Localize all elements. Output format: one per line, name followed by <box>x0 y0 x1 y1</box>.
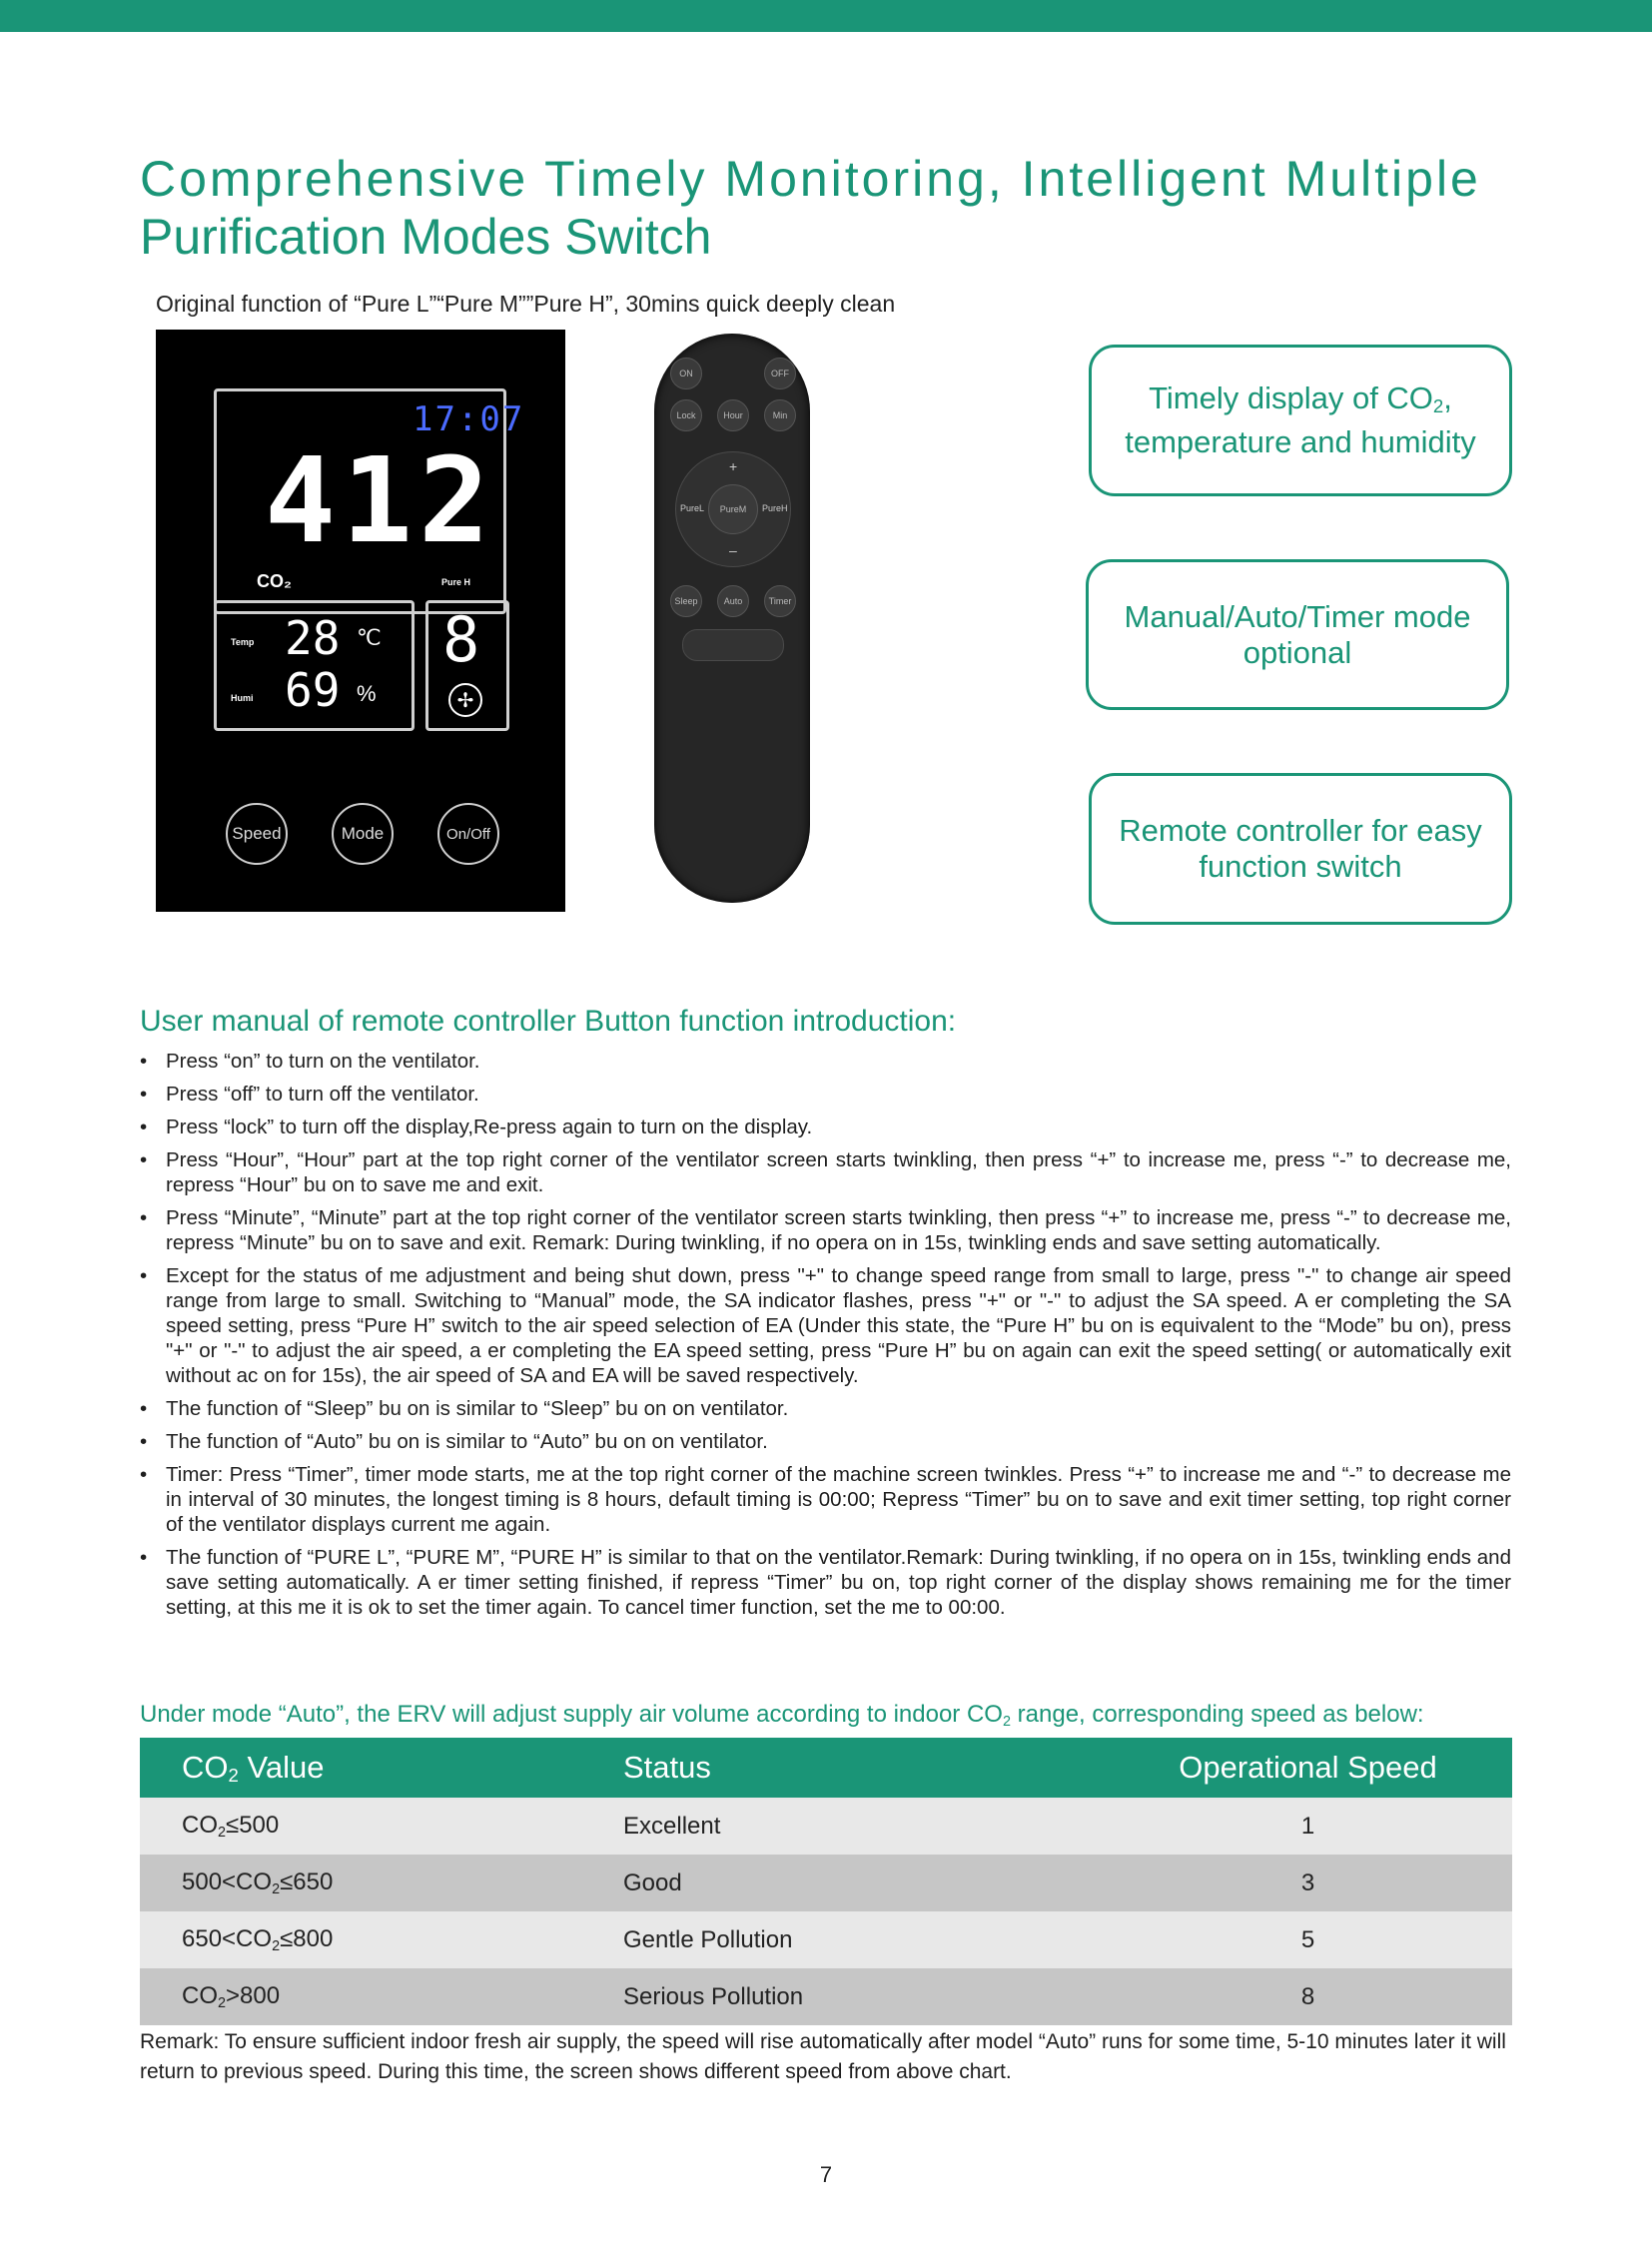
col-header-status: Status <box>622 1738 1104 1798</box>
manual-item: • Press “Minute”, “Minute” part at the top right corner of the ventilator screen starts twinkling, then press “+” to increase me, press “-” to decrease me, repress “Minute” bu on to save and exit. Remark: During twinkling, if no opera on in 15s, twinkling ends and save setting automatically. <box>140 1205 1511 1255</box>
cell-status: Excellent <box>622 1798 1104 1855</box>
co2-readout: 412 <box>265 431 496 569</box>
table-row <box>140 1911 1512 1968</box>
remote-lock-button[interactable]: Lock <box>670 399 702 431</box>
cell-status: Good <box>622 1855 1104 1911</box>
manual-item: • Press “Hour”, “Hour” part at the top right corner of the ventilator screen starts twinkling, then press “+” to increase me, press “-” to decrease me, repress “Hour” bu on to save me and exit. <box>140 1147 1511 1197</box>
table-intro: Under mode “Auto”, the ERV will adjust supply air volume according to indoor $CO_2$ range, corresponding speed as below: <box>140 1701 1424 1730</box>
remote-on-button[interactable]: ON <box>670 358 702 389</box>
remote-timer-button[interactable]: Timer <box>764 585 796 617</box>
page-title <box>140 150 1538 266</box>
cell-co2: $CO_2>800$ <box>140 1968 622 2025</box>
remote-controller <box>654 334 810 903</box>
table-row <box>140 1798 1512 1855</box>
remote-purem-button[interactable]: PureM <box>708 484 758 534</box>
fan-icon: ✢ <box>448 683 482 717</box>
remote-hour-button[interactable]: Hour <box>717 399 749 431</box>
co2-display-box <box>214 388 525 614</box>
callout-display-line-2: temperature and humidity <box>1125 424 1476 459</box>
humi-label: Humi <box>231 693 254 703</box>
manual-item: • Press “off” to turn off the ventilator. <box>140 1082 1511 1107</box>
page-title-line-1: Comprehensive Timely Monitoring, Intelligent Multiple <box>140 151 1481 207</box>
device-display-panel <box>156 330 565 912</box>
manual-item: • Press “on” to turn on the ventilator. <box>140 1049 1511 1074</box>
speed-readout: 8 <box>442 603 480 676</box>
co2-label: CO₂ <box>257 571 292 591</box>
callout-display-line-1: Timely display of $CO_2$, <box>1149 380 1452 416</box>
manual-item: • The function of “Auto” bu on is similar to “Auto” bu on on ventilator. <box>140 1429 1511 1454</box>
callout-modes-line-1: Manual/Auto/Timer mode <box>1124 598 1471 634</box>
remote-purel-button[interactable]: PureL <box>680 503 705 513</box>
table-header-row <box>140 1738 1512 1798</box>
remote-pureh-button[interactable]: PureH <box>762 503 788 513</box>
manual-item: • Except for the status of me adjustment and being shut down, press "+" to change speed range from small to large, press "-" to change air speed range from large to small. Switching to “Manual” mode, the SA indicator flashes, press "+" or "-" to adjust the SA speed. A er completing the SA speed setting, press “Pure H” switch to the air speed selection of EA (Under this state, the “Pure H” bu on is equivalent to the “Mode” bu on), press "+" or "-" to adjust the air speed, a er completing the EA speed setting, press “Pure H” bu on again can exit the speed setting( or automatically exit without ac on for 15s), the air speed of SA and EA will be saved respectively. <box>140 1263 1511 1388</box>
temp-label: Temp <box>231 637 255 647</box>
remote-minus-button[interactable]: – <box>729 542 737 558</box>
manual-item: • Timer: Press “Timer”, timer mode starts, me at the top right corner of the machine screen twinkles. Press “+” to increase me and “-” to decrease me in interval of 30 minutes, the longest timing is 8 hours, default timing is 00:00; Repress “Timer” bu on to save and exit timer setting, top right corner of the ventilator displays current me again. <box>140 1462 1511 1537</box>
remark-text: Remark: To ensure sufficient indoor fresh air supply, the speed will rise automatically after model “Auto” runs for some time, 5-10 minutes later it will return to previous speed. During this time, the screen shows different speed from above chart. <box>140 2030 1506 2083</box>
remote-off-button[interactable]: OFF <box>764 358 796 389</box>
manual-item: • The function of “Sleep” bu on is similar to “Sleep” bu on on ventilator. <box>140 1396 1511 1421</box>
humi-readout: 69 <box>285 663 341 717</box>
manual-item: • Press “lock” to turn off the display,Re-press again to turn on the display. <box>140 1115 1511 1139</box>
remote-auto-button[interactable]: Auto <box>717 585 749 617</box>
climate-display-box <box>214 600 414 731</box>
panel-speed-button[interactable]: Speed <box>226 803 288 865</box>
col-header-co2: $CO_2$ Value <box>140 1738 622 1798</box>
remote-dpad <box>675 451 791 567</box>
callout-remote-line-2: function switch <box>1199 849 1402 884</box>
page-title-line-2: Purification Modes Switch <box>140 209 712 265</box>
callout-display <box>1089 345 1512 496</box>
panel-onoff-button[interactable]: On/Off <box>437 803 499 865</box>
mode-label: Pure H <box>441 577 471 587</box>
manual-heading: User manual of remote controller Button function introduction: <box>140 1005 957 1038</box>
remote-sleep-button[interactable]: Sleep <box>670 585 702 617</box>
callout-modes-line-2: optional <box>1242 634 1352 670</box>
cell-speed: 8 <box>1104 1968 1512 2025</box>
page-subtitle: Original function of “Pure L”“Pure M””Pure H”, 30mins quick deeply clean <box>156 291 896 317</box>
callout-remote <box>1089 773 1512 925</box>
cell-speed: 5 <box>1104 1911 1512 1968</box>
cell-speed: 1 <box>1104 1798 1512 1855</box>
temp-unit: ℃ <box>357 625 382 650</box>
remote-bar-button[interactable] <box>682 629 784 661</box>
cell-co2: $650<CO_2\le 800$ <box>140 1911 622 1968</box>
humi-unit: % <box>357 681 377 706</box>
speed-display-box <box>425 600 509 731</box>
clock-readout: 17:07 <box>413 399 525 439</box>
page-number: 7 <box>819 2162 833 2187</box>
table-row <box>140 1968 1512 2025</box>
top-accent-bar <box>0 0 1652 32</box>
panel-mode-button[interactable]: Mode <box>332 803 394 865</box>
cell-status: Gentle Pollution <box>622 1911 1104 1968</box>
manual-item: • The function of “PURE L”, “PURE M”, “PURE H” is similar to that on the ventilator.Remark: During twinkling, if no opera on in 15s, twinkling ends and save setting automatically. A er timer setting finished, if repress “Timer” bu on, top right corner of the display shows remaining me for the timer setting, at this me it is ok to set the timer again. To cancel timer function, set the me to 00:00. <box>140 1545 1511 1620</box>
col-header-speed: Operational Speed <box>1104 1738 1512 1798</box>
callout-modes <box>1086 559 1509 710</box>
table-row <box>140 1855 1512 1911</box>
cell-co2: $CO_2\le 500$ <box>140 1798 622 1855</box>
co2-speed-table <box>140 1738 1512 2025</box>
remote-plus-button[interactable]: + <box>729 458 738 474</box>
cell-speed: 3 <box>1104 1855 1512 1911</box>
callout-remote-line-1: Remote controller for easy <box>1119 813 1482 848</box>
cell-co2: $500<CO_2\le 650$ <box>140 1855 622 1911</box>
cell-status: Serious Pollution <box>622 1968 1104 2025</box>
remote-min-button[interactable]: Min <box>764 399 796 431</box>
manual-list <box>140 1049 1511 1628</box>
temp-readout: 28 <box>285 611 341 665</box>
